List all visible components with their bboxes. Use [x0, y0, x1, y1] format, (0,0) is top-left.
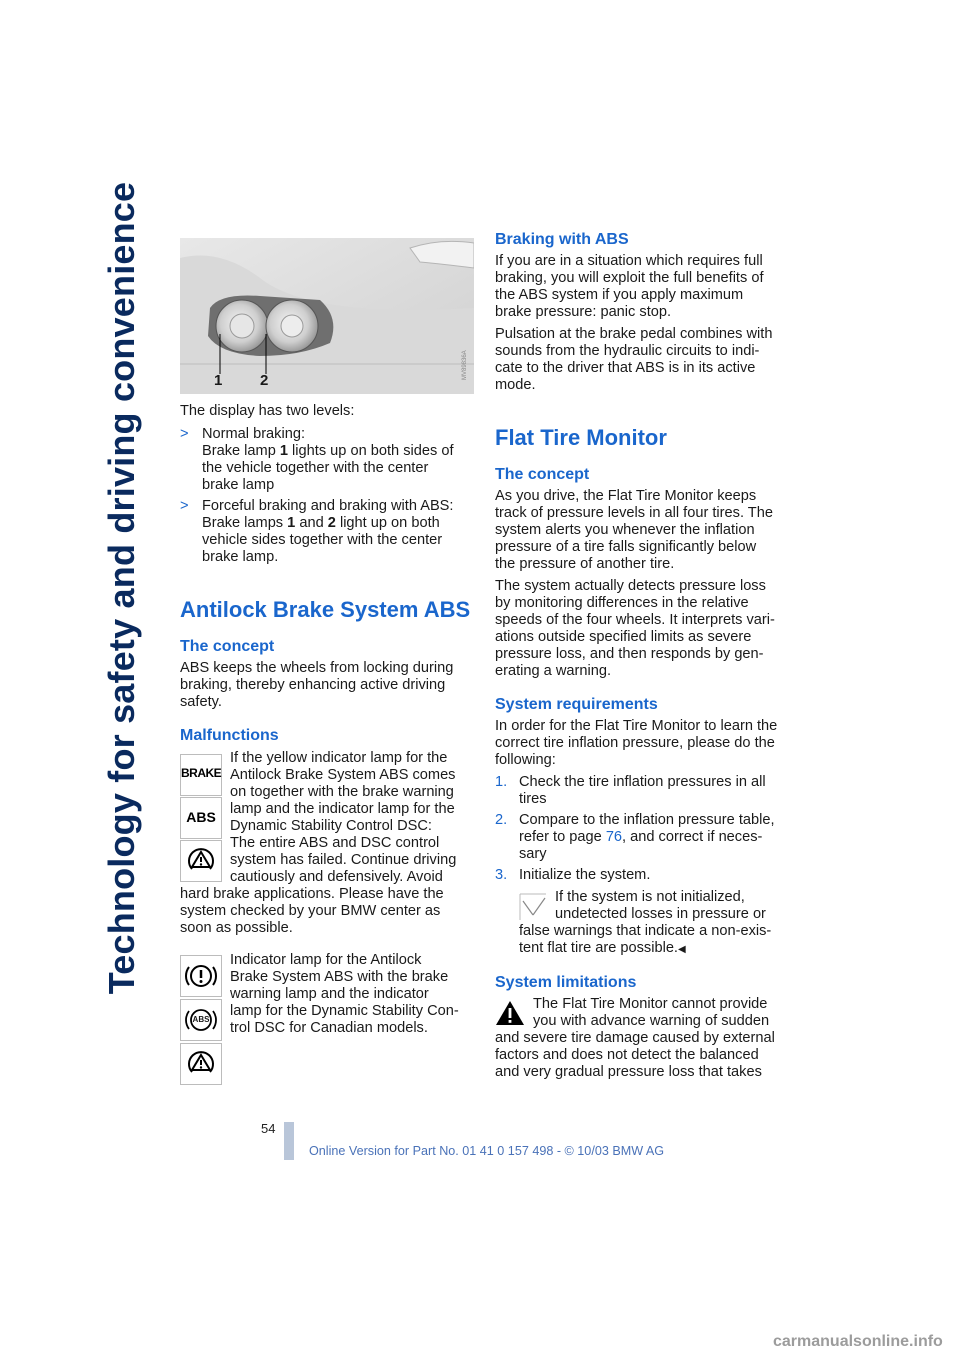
note-text-continued: false warnings that indicate a non-exis- tent flat tire are possible.◀ [519, 923, 772, 956]
malfunction-text: If the yellow indicator lamp for the Antilock Brake System ABS comes on together with the brake warning lamp and the indicator lamp for the Dynamic Stability Control DSC: The entire ABS and DSC control system has failed. Continue driving cautiously and defensively. Avoid [230, 750, 457, 885]
abs-section-title: Antilock Brake System ABS [180, 597, 471, 622]
side-title [92, 181, 152, 995]
flat-tire-monitor-title: Flat Tire Monitor [495, 425, 667, 450]
end-marker-icon: ◀ [678, 944, 686, 955]
step-3: 3. Initialize the system. [495, 867, 651, 883]
braking-abs-text: If you are in a situation which requires full braking, you will exploit the full benefits of the ABS system if you apply maximum brake pressure: panic stop. [495, 253, 764, 320]
note-text: If the system is not initialized, undetected losses in pressure or [555, 889, 766, 922]
callout-1: 1 [214, 372, 223, 389]
tail-lamp-illustration [180, 238, 474, 394]
brake-indicator-icon: BRAKE [180, 754, 222, 796]
brake-warning-icon [180, 955, 222, 997]
bullet-normal-braking: > Normal braking: Brake lamp 1 lights up on both sides of the vehicle together with the center brake lamp [180, 426, 454, 493]
limitations-text: The Flat Tire Monitor cannot provide you with advance warning of sudden [533, 996, 770, 1029]
footer-bar [284, 1122, 294, 1160]
note-icon [519, 893, 547, 921]
system-requirements-text: In order for the Flat Tire Monitor to learn the correct tire inflation pressure, please do the following: [495, 718, 778, 768]
limitations-text-continued: and severe tire damage caused by external factors and does not detect the balanced and very gradual pressure loss that takes [495, 1030, 775, 1080]
watermark: carmanualsonline.info [773, 1333, 943, 1350]
abs-concept-text: ABS keeps the wheels from locking during braking, thereby enhancing active driving safety. [180, 660, 454, 710]
bullet-marker: > [180, 426, 189, 442]
abs-canada-icon: ABS [180, 999, 222, 1041]
system-requirements-heading: System requirements [495, 696, 658, 713]
side-title-text: Technology for safety and driving convenience [101, 181, 142, 995]
system-limitations-heading: System limitations [495, 974, 637, 991]
warning-triangle-icon [495, 999, 525, 1027]
malfunctions-heading: Malfunctions [180, 727, 279, 744]
ftm-concept-text: As you drive, the Flat Tire Monitor keeps track of pressure levels in all four tires. The system alerts you whenever the inflation pressure of a tire falls significantly below the pressure of another tire. [495, 488, 773, 572]
footer-text: Online Version for Part No. 01 41 0 157 498 - © 10/03 BMW AG [309, 1144, 665, 1158]
abs-concept-heading: The concept [180, 638, 275, 655]
step-2: 2. Compare to the inflation pressure table, refer to page 76, and correct if neces- sary [495, 812, 775, 862]
dsc-canada-icon [180, 1043, 222, 1085]
page-76-link[interactable]: 76 [605, 829, 623, 845]
dsc-indicator-icon [180, 840, 222, 882]
step-1: 1. Check the tire inflation pressures in all tires [495, 774, 766, 807]
display-intro: The display has two levels: [180, 403, 355, 419]
abs-indicator-icon: ABS [180, 797, 222, 839]
callout-2: 2 [260, 372, 269, 389]
ftm-detection-text: The system actually detects pressure loss by monitoring differences in the relative speeds of the four wheels. It interprets vari- ations outside specified limits as severe pressure loss, and then responds by gen- erating a warning. [495, 578, 775, 679]
canada-indicator-text: Indicator lamp for the Antilock Brake System ABS with the brake warning lamp and the indicator lamp for the Dynamic Stability Con- trol DSC for Canadian models. [230, 952, 459, 1036]
pulsation-text: Pulsation at the brake pedal combines with sounds from the hydraulic circuits to indi- cate to the driver that ABS is in its active mode. [495, 326, 773, 393]
ftm-concept-heading: The concept [495, 466, 590, 483]
page-number: 54 [261, 1121, 276, 1136]
malfunction-text-continued: hard brake applications. Please have the system checked by your BMW center as soon as possible. [180, 886, 444, 936]
tail-lamp-photo [180, 238, 474, 394]
bullet-marker: > [180, 498, 189, 514]
bullet-forceful-braking: > Forceful braking and braking with ABS: Brake lamps 1 and 2 light up on both vehicle sides together with the center brake lamp. [180, 498, 454, 565]
braking-abs-heading: Braking with ABS [495, 231, 629, 248]
image-code: MV89836A [462, 350, 468, 380]
